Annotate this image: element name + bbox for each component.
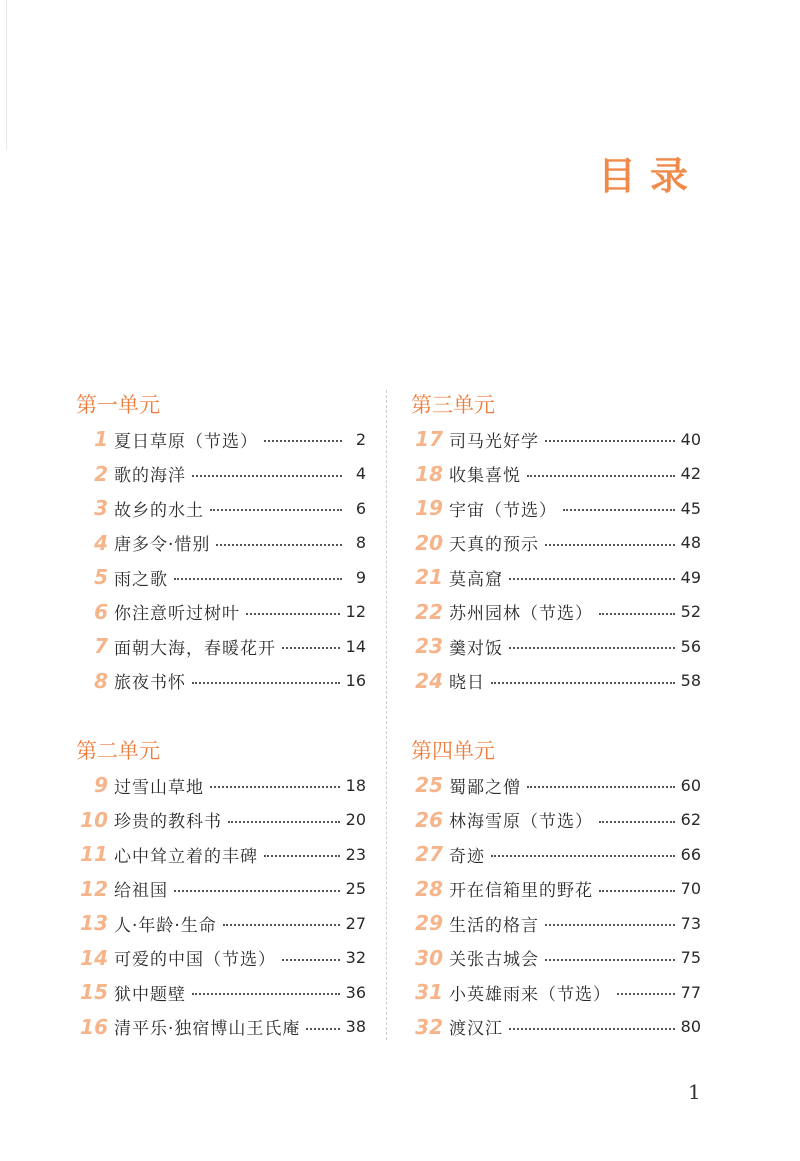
lesson-number: 5	[94, 565, 108, 590]
lesson-page-number: 20	[345, 810, 366, 830]
lesson-number: 32	[415, 1014, 443, 1039]
lesson-number: 6	[94, 599, 108, 624]
unit-section	[411, 388, 701, 698]
dot-leader	[545, 544, 675, 546]
toc-entry[interactable]	[411, 803, 701, 838]
toc-entry[interactable]	[76, 629, 366, 664]
lesson-list	[76, 768, 366, 1044]
page-edge	[6, 0, 7, 150]
lesson-title: 狱中题壁	[114, 984, 186, 1005]
page-number: 1	[688, 1080, 701, 1104]
dot-leader	[246, 613, 340, 615]
lesson-page-number: 32	[345, 948, 366, 968]
lesson-number: 12	[80, 876, 108, 901]
lesson-page-number: 56	[680, 636, 701, 656]
lesson-number: 10	[80, 807, 108, 832]
lesson-title: 小英雄雨来（节选）	[449, 984, 611, 1005]
lesson-title: 林海雪原（节选）	[449, 812, 593, 833]
unit-section	[411, 734, 701, 1044]
dot-leader	[509, 578, 675, 580]
lesson-title: 开在信箱里的野花	[449, 881, 593, 902]
toc-entry[interactable]	[411, 837, 701, 872]
lesson-page-number: 40	[680, 429, 701, 449]
unit-title: 第一单元	[76, 393, 160, 417]
lesson-number: 21	[415, 565, 443, 590]
lesson-page-number: 80	[680, 1017, 701, 1037]
toc-entry[interactable]	[76, 906, 366, 941]
lesson-number: 22	[415, 599, 443, 624]
lesson-title: 夏日草原（节选）	[114, 431, 258, 452]
lesson-title: 关张古城会	[449, 950, 539, 971]
lesson-page-number: 42	[680, 464, 701, 484]
lesson-number: 28	[415, 876, 443, 901]
lesson-number: 4	[94, 530, 108, 555]
dot-leader	[563, 509, 675, 511]
toc-entry[interactable]	[411, 457, 701, 492]
lesson-number: 17	[415, 427, 443, 452]
lesson-title: 你注意听过树叶	[114, 604, 240, 625]
lesson-page-number: 27	[345, 913, 366, 933]
lesson-title: 雨之歌	[114, 569, 168, 590]
column-divider	[386, 390, 387, 1040]
dot-leader	[264, 440, 342, 442]
lesson-number: 8	[94, 668, 108, 693]
toc-entry[interactable]	[76, 457, 366, 492]
unit-title: 第四单元	[411, 739, 495, 763]
dot-leader	[491, 682, 675, 684]
lesson-number: 18	[415, 461, 443, 486]
dot-leader	[192, 682, 340, 684]
lesson-title: 人·年龄·生命	[114, 915, 217, 936]
toc-entry[interactable]	[76, 664, 366, 699]
dot-leader	[617, 993, 675, 995]
lesson-number: 1	[94, 427, 108, 452]
lesson-page-number: 9	[355, 567, 366, 587]
lesson-page-number: 25	[345, 879, 366, 899]
unit-section	[76, 734, 366, 1044]
lesson-list	[411, 422, 701, 698]
lesson-number: 19	[415, 496, 443, 521]
dot-leader	[306, 1028, 339, 1030]
lesson-title: 司马光好学	[449, 431, 539, 452]
lesson-page-number: 6	[355, 498, 366, 518]
lesson-number: 30	[415, 945, 443, 970]
toc-entry[interactable]	[411, 664, 701, 699]
lesson-title: 歌的海洋	[114, 466, 186, 487]
toc-entry[interactable]	[411, 941, 701, 976]
toc-entry[interactable]	[76, 803, 366, 838]
lesson-title: 清平乐·独宿博山王氏庵	[114, 1019, 301, 1040]
lesson-page-number: 58	[680, 671, 701, 691]
lesson-title: 天真的预示	[449, 535, 539, 556]
lesson-title: 唐多令·惜别	[114, 535, 211, 556]
dot-leader	[174, 578, 342, 580]
lesson-page-number: 36	[345, 982, 366, 1002]
toc-entry[interactable]	[411, 975, 701, 1010]
lesson-page-number: 52	[680, 602, 701, 622]
lesson-number: 26	[415, 807, 443, 832]
dot-leader	[527, 786, 675, 788]
dot-leader	[527, 475, 675, 477]
dot-leader	[491, 855, 675, 857]
lesson-title: 生活的格言	[449, 915, 539, 936]
toc-entry[interactable]	[76, 941, 366, 976]
dot-leader	[192, 475, 342, 477]
lesson-title: 宇宙（节选）	[449, 500, 557, 521]
toc-entry[interactable]	[76, 560, 366, 595]
lesson-page-number: 75	[680, 948, 701, 968]
lesson-page-number: 2	[355, 429, 366, 449]
lesson-page-number: 14	[345, 636, 366, 656]
lesson-page-number: 23	[345, 844, 366, 864]
lesson-title: 过雪山草地	[114, 777, 204, 798]
lesson-page-number: 38	[345, 1017, 366, 1037]
dot-leader	[282, 647, 340, 649]
lesson-title: 渡汉江	[449, 1019, 503, 1040]
lesson-title: 苏州园林（节选）	[449, 604, 593, 625]
page-title: 目录	[598, 154, 703, 198]
dot-leader	[223, 924, 340, 926]
unit-section	[76, 388, 366, 698]
dot-leader	[216, 544, 342, 546]
lesson-title: 羹对饭	[449, 638, 503, 659]
dot-leader	[599, 890, 675, 892]
dot-leader	[509, 647, 675, 649]
toc-entry[interactable]	[76, 837, 366, 872]
lesson-title: 莫高窟	[449, 569, 503, 590]
lesson-number: 14	[80, 945, 108, 970]
lesson-number: 29	[415, 911, 443, 936]
dot-leader	[599, 613, 675, 615]
lesson-page-number: 70	[680, 879, 701, 899]
toc-entry[interactable]	[76, 595, 366, 630]
dot-leader	[545, 924, 675, 926]
lesson-page-number: 48	[680, 533, 701, 553]
lesson-title: 晓日	[449, 673, 485, 694]
dot-leader	[509, 1028, 675, 1030]
lesson-number: 25	[415, 773, 443, 798]
toc-entry[interactable]	[411, 768, 701, 803]
toc-entry[interactable]	[411, 560, 701, 595]
toc-entry[interactable]	[411, 872, 701, 907]
toc-entry[interactable]	[76, 768, 366, 803]
toc-entry[interactable]	[411, 422, 701, 457]
dot-leader	[228, 821, 340, 823]
lesson-number: 16	[80, 1014, 108, 1039]
lesson-number: 9	[94, 773, 108, 798]
lesson-number: 2	[94, 461, 108, 486]
dot-leader	[210, 509, 342, 511]
unit-title: 第三单元	[411, 393, 495, 417]
lesson-number: 31	[415, 980, 443, 1005]
lesson-number: 3	[94, 496, 108, 521]
dot-leader	[545, 440, 675, 442]
lesson-page-number: 73	[680, 913, 701, 933]
lesson-number: 20	[415, 530, 443, 555]
lesson-page-number: 45	[680, 498, 701, 518]
lesson-page-number: 77	[680, 982, 701, 1002]
lesson-title: 奇迹	[449, 846, 485, 867]
toc-entry[interactable]	[411, 906, 701, 941]
unit-title: 第二单元	[76, 739, 160, 763]
lesson-title: 给祖国	[114, 881, 168, 902]
toc-entry[interactable]	[411, 1010, 701, 1045]
lesson-number: 13	[80, 911, 108, 936]
dot-leader	[282, 959, 340, 961]
lesson-page-number: 66	[680, 844, 701, 864]
toc-entry[interactable]	[411, 491, 701, 526]
dot-leader	[210, 786, 340, 788]
lesson-page-number: 16	[345, 671, 366, 691]
lesson-page-number: 12	[345, 602, 366, 622]
toc-entry[interactable]	[411, 629, 701, 664]
lesson-title: 收集喜悦	[449, 466, 521, 487]
lesson-number: 7	[94, 634, 108, 659]
toc-entry[interactable]	[76, 1010, 366, 1045]
lesson-title: 面朝大海，春暖花开	[114, 638, 276, 659]
dot-leader	[192, 993, 340, 995]
lesson-list	[76, 422, 366, 698]
toc-entry[interactable]	[76, 422, 366, 457]
lesson-title: 故乡的水土	[114, 500, 204, 521]
lesson-number: 15	[80, 980, 108, 1005]
lesson-page-number: 4	[355, 464, 366, 484]
lesson-page-number: 18	[345, 775, 366, 795]
lesson-title: 旅夜书怀	[114, 673, 186, 694]
lesson-title: 蜀鄙之僧	[449, 777, 521, 798]
lesson-number: 23	[415, 634, 443, 659]
lesson-number: 27	[415, 842, 443, 867]
toc-entry[interactable]	[76, 491, 366, 526]
lesson-title: 心中耸立着的丰碑	[114, 846, 258, 867]
toc-entry[interactable]	[411, 595, 701, 630]
lesson-list	[411, 768, 701, 1044]
lesson-title: 珍贵的教科书	[114, 812, 222, 833]
dot-leader	[264, 855, 340, 857]
lesson-page-number: 60	[680, 775, 701, 795]
dot-leader	[174, 890, 340, 892]
lesson-page-number: 62	[680, 810, 701, 830]
lesson-number: 24	[415, 668, 443, 693]
toc-entry[interactable]	[76, 975, 366, 1010]
toc-entry[interactable]	[76, 872, 366, 907]
dot-leader	[599, 821, 675, 823]
lesson-page-number: 8	[355, 533, 366, 553]
toc-entry[interactable]	[76, 526, 366, 561]
dot-leader	[545, 959, 675, 961]
toc-entry[interactable]	[411, 526, 701, 561]
lesson-title: 可爱的中国（节选）	[114, 950, 276, 971]
lesson-page-number: 49	[680, 567, 701, 587]
lesson-number: 11	[80, 842, 108, 867]
